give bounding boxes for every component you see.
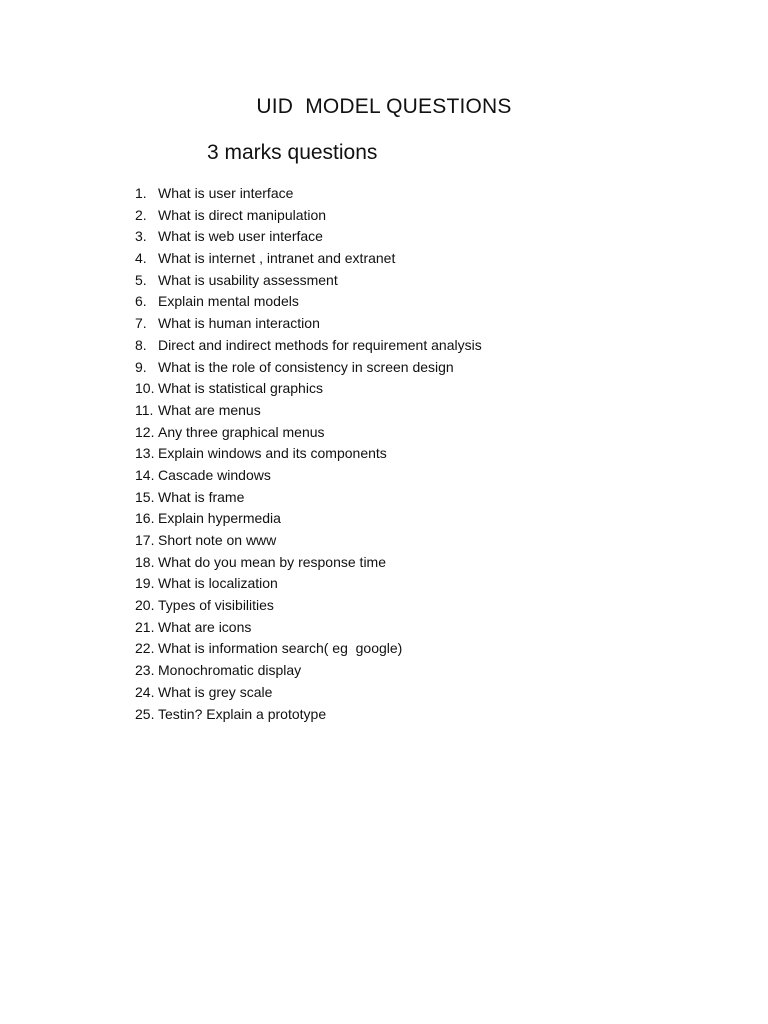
question-item — [135, 291, 482, 313]
question-text: What is web user interface — [158, 228, 323, 245]
question-text: Explain mental models — [158, 293, 299, 310]
question-item — [135, 487, 482, 509]
question-text: What do you mean by response time — [158, 553, 387, 570]
question-number: 24. — [135, 683, 155, 700]
question-item — [135, 638, 482, 660]
question-number: 20. — [135, 597, 155, 614]
question-item — [135, 682, 482, 704]
question-text: What is user interface — [158, 185, 294, 201]
question-item — [135, 226, 482, 248]
question-number: 9. — [135, 358, 147, 375]
question-text: Short note on www — [158, 532, 277, 548]
question-item — [135, 508, 482, 530]
question-number: 17. — [135, 532, 155, 548]
question-number: 2. — [135, 206, 147, 223]
question-text: What is internet , intranet and extranet — [158, 250, 396, 267]
question-number: 11. — [135, 401, 154, 418]
question-text: What is frame — [158, 488, 245, 505]
question-number: 13. — [135, 445, 155, 462]
question-text: Types of visibilities — [158, 597, 274, 614]
question-text: What are icons — [158, 618, 252, 635]
question-item — [135, 465, 482, 487]
question-text: What are menus — [158, 401, 261, 418]
question-text: What is human interaction — [158, 315, 320, 332]
question-item — [135, 270, 482, 292]
question-item — [135, 704, 482, 726]
question-item — [135, 530, 482, 552]
question-item — [135, 573, 482, 595]
question-number: 25. — [135, 705, 155, 722]
question-item — [135, 313, 482, 335]
question-number: 21. — [135, 618, 155, 635]
question-item — [135, 443, 482, 465]
question-number: 8. — [135, 336, 147, 353]
question-number: 5. — [135, 271, 147, 288]
question-text: Cascade windows — [158, 466, 271, 483]
section-heading: 3 marks questions — [207, 141, 378, 164]
question-text: What is localization — [158, 575, 278, 592]
question-text: What is information search( eg google) — [158, 640, 403, 657]
question-text: What is direct manipulation — [158, 206, 327, 223]
question-number: 14. — [135, 466, 155, 483]
question-number: 18. — [135, 553, 155, 570]
question-item — [135, 552, 482, 574]
question-text: What is grey scale — [158, 683, 273, 700]
question-number: 4. — [135, 250, 147, 267]
question-text: Testin? Explain a prototype — [158, 705, 327, 722]
question-item — [135, 183, 482, 205]
question-number: 3. — [135, 228, 147, 245]
question-item — [135, 660, 482, 682]
question-text: What is statistical graphics — [158, 380, 323, 397]
question-text: Explain windows and its components — [158, 445, 387, 462]
question-number: 1. — [135, 185, 147, 201]
question-item — [135, 378, 482, 400]
question-number: 10. — [135, 380, 155, 397]
question-list — [135, 183, 482, 725]
question-number: 23. — [135, 662, 155, 679]
question-item — [135, 335, 482, 357]
question-item — [135, 595, 482, 617]
question-item — [135, 617, 482, 639]
question-item — [135, 357, 482, 379]
question-item — [135, 422, 482, 444]
question-number: 19. — [135, 575, 155, 592]
question-item — [135, 248, 482, 270]
question-item — [135, 205, 482, 227]
question-text: Direct and indirect methods for requirement analysis — [158, 336, 482, 353]
question-number: 7. — [135, 315, 147, 332]
question-text: Monochromatic display — [158, 662, 302, 679]
question-number: 6. — [135, 293, 147, 310]
question-text: What is usability assessment — [158, 271, 338, 288]
question-text: Any three graphical menus — [158, 423, 325, 440]
question-number: 15. — [135, 488, 155, 505]
question-item — [135, 400, 482, 422]
question-number: 12. — [135, 423, 155, 440]
question-number: 16. — [135, 510, 155, 527]
question-number: 22. — [135, 640, 155, 657]
page-title: UID MODEL QUESTIONS — [256, 95, 512, 118]
question-text: What is the role of consistency in screen design — [158, 358, 454, 375]
question-text: Explain hypermedia — [158, 510, 281, 527]
